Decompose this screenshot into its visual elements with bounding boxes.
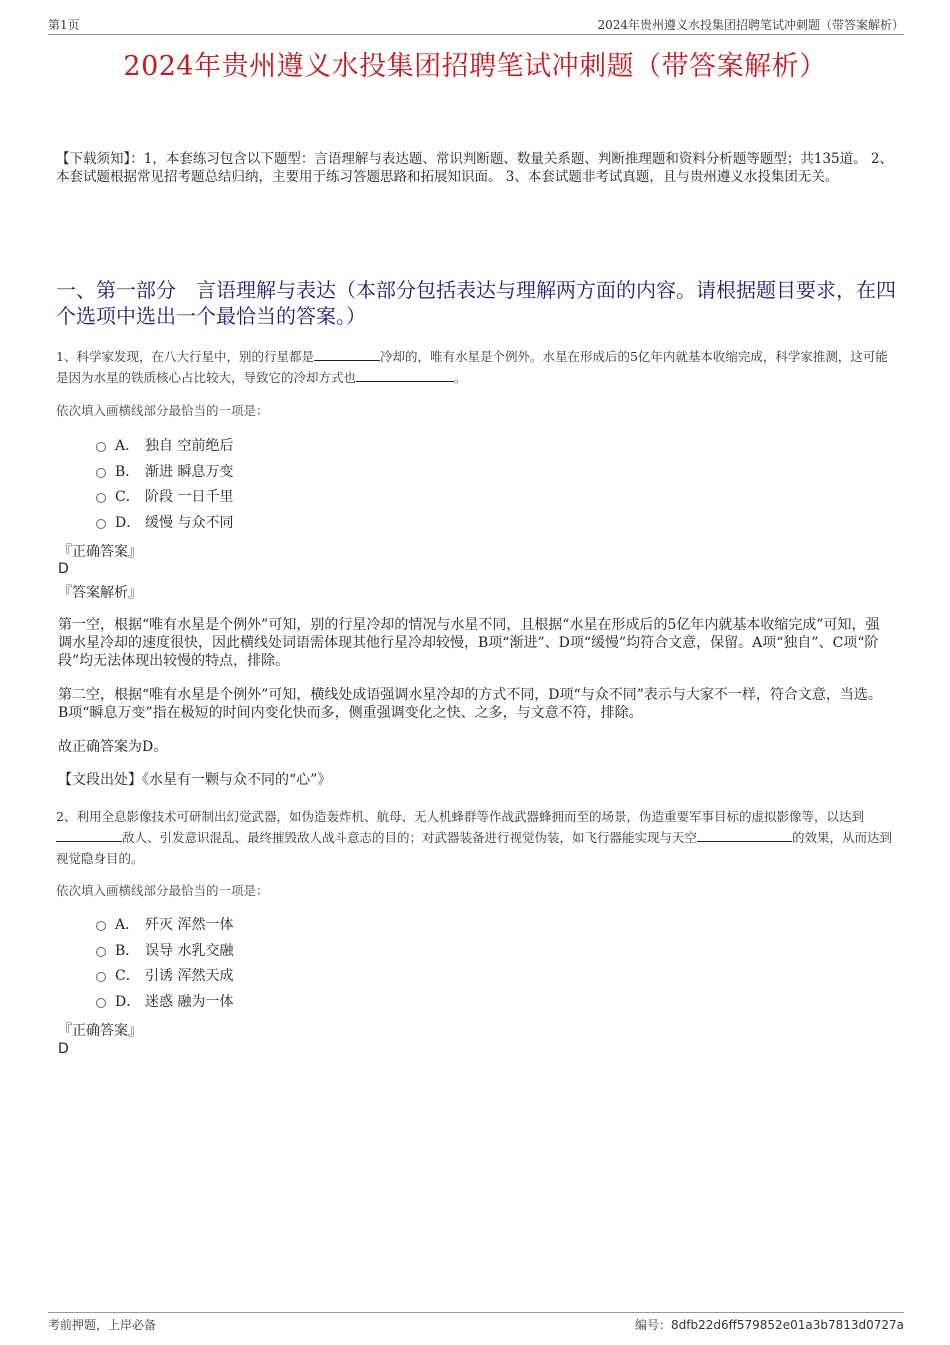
question-1-options [96, 432, 233, 535]
footer-code [635, 1316, 904, 1333]
question-2-option-c[interactable]: C． 引诱 浑然天成 [96, 962, 233, 988]
question-1-option-a[interactable]: A． 独自 空前绝后 [96, 432, 233, 458]
question-1-blank-1 [314, 348, 380, 361]
radio-icon[interactable] [96, 921, 106, 931]
question-2-instruction: 依次填入画横线部分最恰当的一项是： [56, 883, 269, 898]
question-1-text-part-a: 1、科学家发现，在八大行星中，别的行星都是 [56, 349, 314, 364]
download-notice: 【下载须知】：1，本套练习包含以下题型：言语理解与表达题、常识判断题、数量关系题、判断推理题和资料分析题等题型；共135道。 2、本套试题根据常见招考题总结归纳，主要用于练习答题思路和拓展知识面。 3、本套试题非考试真题，且与贵州遵义水投集团无关。 [56, 151, 893, 185]
header-doc-title: 2024年贵州遵义水投集团招聘笔试冲刺题（带答案解析） [597, 18, 904, 32]
question-2-text [56, 806, 898, 869]
question-1-text-part-c: 。 [454, 370, 467, 385]
radio-icon[interactable] [96, 519, 106, 529]
question-1-answer-label: 『正确答案』 [58, 544, 142, 560]
question-1-analysis-label: 『答案解析』 [58, 585, 142, 601]
page-number: 第1页 [48, 18, 80, 32]
question-2-text-part-c: 的效果，从而达到视觉隐身目的。 [56, 830, 893, 866]
question-2-blank-2 [697, 829, 792, 842]
question-2-answer: D [58, 1041, 69, 1057]
question-1-answer: D [58, 561, 69, 577]
question-1-instruction: 依次填入画横线部分最恰当的一项是： [56, 403, 269, 418]
question-2-text-part-b: 敌人、引发意识混乱、最终摧毁敌人战斗意志的目的；对武器装备进行视觉伪装，如飞行器能实现与天空 [122, 830, 698, 845]
question-2-blank-1 [56, 829, 122, 842]
radio-icon[interactable] [96, 442, 106, 452]
page-footer [48, 1312, 904, 1333]
question-2-option-b[interactable]: B． 误导 水乳交融 [96, 937, 233, 963]
radio-icon[interactable] [96, 493, 106, 503]
question-2-options [96, 911, 233, 1014]
question-1-conclusion: 故正确答案为D。 [58, 739, 168, 755]
footer-slogan: 考前押题，上岸必备 [48, 1318, 157, 1332]
question-1-option-c[interactable]: C． 阶段 一日千里 [96, 483, 233, 509]
question-1-text [56, 346, 898, 388]
question-1-option-b[interactable]: B． 渐进 瞬息万变 [96, 458, 233, 484]
question-1-analysis-paragraph-2: 第二空，根据“唯有水星是个例外”可知，横线处成语强调水星冷却的方式不同，D项“与众不同”表示与大家不一样，符合文意，当选。B项“瞬息万变”指在极短的时间内变化快而多，侧重强调变化之快、之多，与文意不符，排除。 [58, 687, 882, 721]
question-2-text-part-a: 2、利用全息影像技术可研制出幻觉武器，如伪造轰炸机、航母、无人机蜂群等作战武器蜂拥而至的场景，伪造重要军事目标的虚拟影像等，以达到 [56, 809, 864, 824]
page-header [48, 14, 904, 35]
radio-icon[interactable] [96, 947, 106, 957]
question-1-blank-2 [356, 369, 454, 382]
question-1-source: 【文段出处】《水星有一颗与众不同的“心”》 [58, 772, 332, 788]
question-1-text-part-b: 冷却的，唯有水星是个例外。水星在形成后的5亿年内就基本收缩完成，科学家推测，这可能是因为水星的铁质核心占比较大，导致它的冷却方式也 [56, 349, 888, 385]
document-title: 2024年贵州遵义水投集团招聘笔试冲刺题（带答案解析） [123, 51, 827, 82]
question-2-option-a[interactable]: A． 歼灭 浑然一体 [96, 911, 233, 937]
question-2-option-d[interactable]: D． 迷惑 融为一体 [96, 988, 233, 1014]
question-2-answer-label: 『正确答案』 [58, 1023, 142, 1039]
section-heading: 一、第一部分 言语理解与表达（本部分包括表达与理解两方面的内容。请根据题目要求，在四个选项中选出一个最恰当的答案。） [56, 278, 896, 328]
question-1-analysis-paragraph-1: 第一空，根据“唯有水星是个例外”可知，别的行星冷却的情况与水星不同，且根据“水星在形成后的5亿年内就基本收缩完成”可知，强调水星冷却的速度很快，因此横线处词语需体现其他行星冷却较慢，B项“渐进”、D项“缓慢”均符合文意，保留。A项“独自”、C项“阶段”均无法体现出较慢的特点，排除。 [58, 617, 880, 669]
footer-code-value: 8dfb22d6ff579852e01a3b7813d0727a [671, 1318, 904, 1332]
radio-icon[interactable] [96, 468, 106, 478]
question-1-option-d[interactable]: D． 缓慢 与众不同 [96, 509, 233, 535]
radio-icon[interactable] [96, 998, 106, 1008]
footer-code-label: 编号： [634, 1318, 671, 1332]
radio-icon[interactable] [96, 972, 106, 982]
